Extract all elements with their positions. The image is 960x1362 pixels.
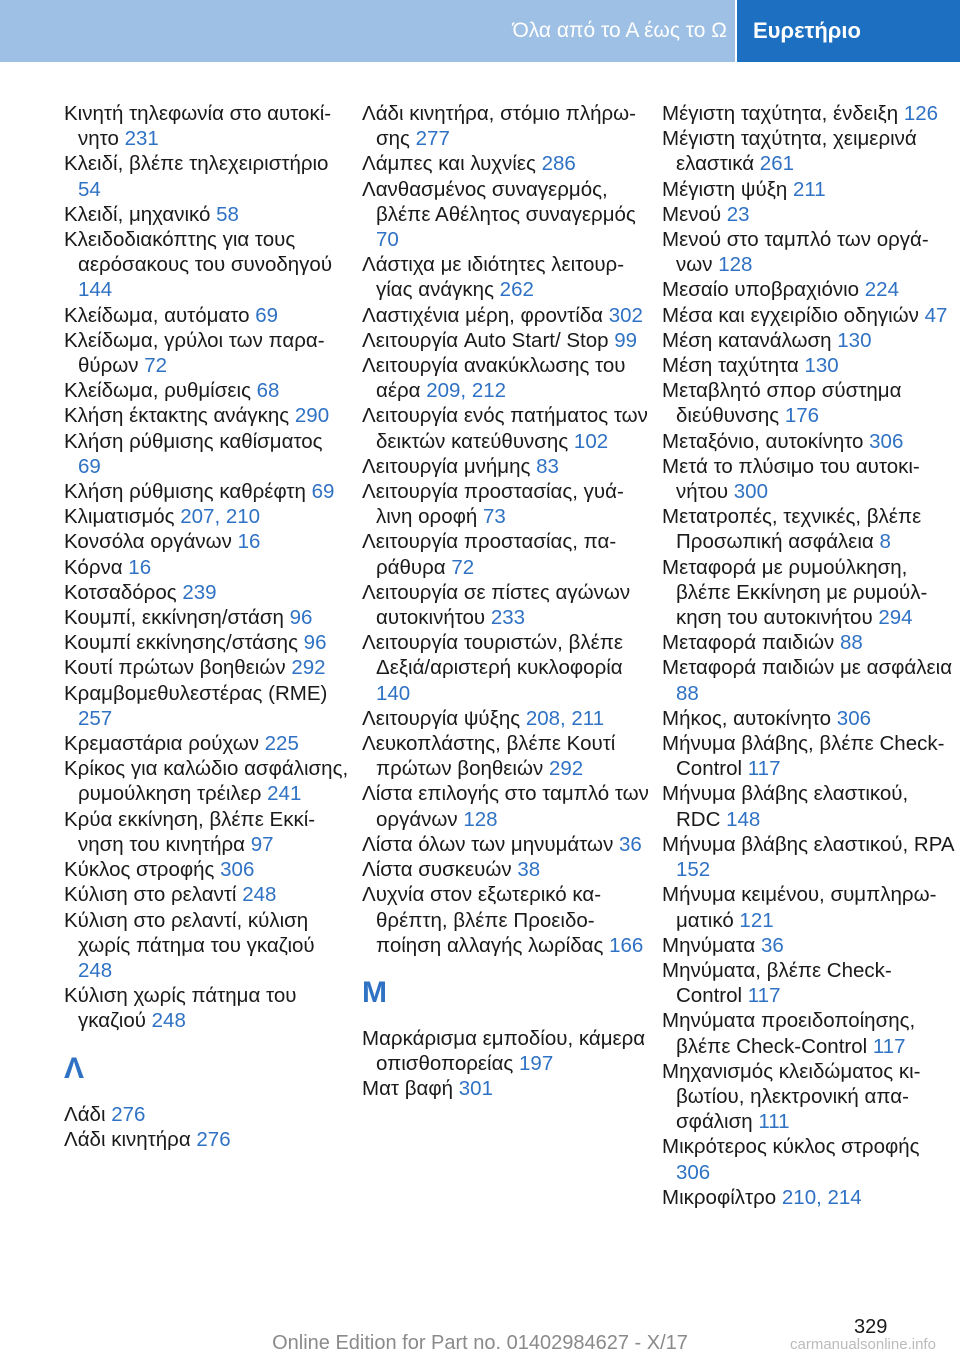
index-entry: [362, 1076, 652, 1101]
index-page-link[interactable]: 292: [291, 656, 326, 680]
index-entry-text: Κύλιση χωρίς πάτημα του γκαζιού: [64, 984, 297, 1033]
index-page-link[interactable]: 197: [519, 1052, 554, 1076]
index-entry-text: Λειτουργία Auto Start/ Stop: [362, 328, 609, 352]
index-page-link[interactable]: 262: [499, 278, 534, 302]
index-page-link[interactable]: 117: [747, 984, 781, 1008]
index-entry-text: Μήνυμα βλάβης ελαστικού, RPA: [662, 832, 954, 856]
index-entry-text: Κουτί πρώτων βοηθειών: [64, 656, 286, 680]
index-entry: [362, 151, 652, 176]
index-entry: [662, 706, 954, 731]
index-page-link[interactable]: 16: [128, 555, 152, 579]
index-entry: [362, 857, 652, 882]
index-entry: [362, 303, 652, 328]
index-entry-text: Κουμπί, εκκίνηση/στάση: [64, 606, 284, 630]
index-entry-text: Μηνύματα προειδοποίησης, βλέπε Check-Control: [662, 1009, 916, 1058]
header-bar-left: [0, 0, 469, 62]
index-entry: [662, 832, 954, 882]
index-entry: [662, 277, 954, 302]
index-entry: [64, 303, 349, 328]
index-entry: [362, 882, 652, 958]
index-entry-text: Κρεμαστάρια ρούχων: [64, 732, 259, 756]
index-entry-text: Λειτουργία προστασίας, παράθυρα: [362, 530, 617, 579]
index-entry: [64, 1102, 349, 1127]
index-entry: [64, 429, 349, 479]
index-entry: [64, 908, 349, 984]
index-page-link[interactable]: 276: [111, 1102, 146, 1126]
index-entry: [662, 1059, 954, 1135]
index-page-link[interactable]: 58: [216, 202, 239, 226]
index-page-link[interactable]: 128: [718, 253, 753, 277]
index-entry: [662, 353, 954, 378]
index-entry: [64, 227, 349, 303]
index-page-link[interactable]: 144: [78, 278, 113, 302]
index-entry-text: Κλήση ρύθμισης καθίσματος: [64, 429, 323, 453]
index-entry: [662, 504, 954, 554]
index-page-link[interactable]: 207, 210: [180, 505, 261, 529]
index-entry-text: Κλείδωμα, ρυθμίσεις: [64, 379, 251, 403]
index-entry-text: Κλείδωμα, αυτόματο: [64, 303, 250, 327]
index-entry-text: Μενού στο ταμπλό των οργάνων: [662, 228, 929, 277]
index-entry-text: Λειτουργία ψύξης: [362, 706, 521, 730]
index-entry: [662, 126, 954, 176]
index-page-link[interactable]: 306: [676, 1160, 711, 1184]
index-column-3: [662, 101, 954, 1210]
index-entry: [64, 555, 349, 580]
index-page-link[interactable]: 306: [869, 429, 904, 453]
index-entry: [662, 555, 954, 631]
index-page-link[interactable]: 211: [792, 177, 826, 201]
index-entry: [362, 101, 652, 151]
index-page-link[interactable]: 47: [924, 303, 948, 327]
index-page-link[interactable]: 96: [303, 631, 327, 655]
index-entry: [64, 151, 349, 201]
index-entry-text: Μαρκάρισμα εμποδίου, κάμερα οπισθοπορείας: [362, 1026, 646, 1076]
index-entry-text: Λάστιχα με ιδιότητες λειτουργίας ανάγκης: [362, 253, 625, 302]
edition-footer: Online Edition for Part no. 01402984627 - X/17: [272, 1332, 688, 1354]
index-page-link[interactable]: 88: [676, 681, 699, 705]
index-entry: [64, 479, 349, 504]
index-entry: [662, 630, 954, 655]
page-header: [0, 0, 960, 62]
index-page-link[interactable]: 102: [573, 429, 609, 453]
index-entry-text: Λίστα όλων των μηνυμάτων: [362, 832, 614, 856]
index-entry: [662, 177, 954, 202]
index-entry-text: Κύλιση στο ρελαντί: [64, 883, 237, 907]
index-entry: [362, 580, 652, 630]
index-entry: [64, 504, 349, 529]
index-entry-text: Μηχανισμός κλειδώματος κιβωτίου, ηλεκτρονική απασφάλιση: [662, 1059, 921, 1134]
index-entry-text: Κλιματισμός: [64, 505, 175, 529]
index-entry-text: Μεταβλητό σπορ σύστημα διεύθυνσης: [662, 379, 902, 428]
index-entry-text: Μεταφορά παιδιών με ασφάλεια: [662, 656, 953, 680]
index-entry-text: Κλείδωμα, γρύλοι των παραθύρων: [64, 328, 325, 378]
index-page-link[interactable]: 130: [837, 328, 872, 352]
index-entry-text: Κινητή τηλεφωνία στο αυτοκίνητο: [64, 102, 332, 151]
index-entry: [64, 403, 349, 428]
index-page-link[interactable]: 96: [289, 606, 313, 630]
index-entry-text: Μηνύματα: [662, 933, 756, 957]
index-page-link[interactable]: 233: [490, 606, 526, 630]
index-page-link[interactable]: 276: [196, 1127, 231, 1151]
index-letter-heading: Λ: [64, 1051, 85, 1085]
index-column-1: [64, 101, 349, 1152]
index-page-link[interactable]: 23: [726, 202, 750, 226]
index-entry-text: Μικροφίλτρο: [662, 1185, 777, 1209]
index-entry-text: Κουμπί εκκίνησης/στάσης: [64, 631, 298, 655]
index-page-link[interactable]: 111: [758, 1110, 790, 1134]
index-page-link[interactable]: 36: [760, 933, 784, 957]
index-entry-text: Κύκλος στροφής: [64, 858, 215, 882]
page-number: 329: [854, 1316, 888, 1338]
index-page-link[interactable]: 16: [237, 530, 261, 554]
index-page-link[interactable]: 70: [376, 228, 399, 252]
index-entry: [362, 454, 652, 479]
index-entry-text: Μεταφορά με ρυμούλκηση, βλέπε Εκκίνηση με ρυμούλκηση του αυτοκινήτου: [662, 555, 928, 630]
index-entry: [662, 1008, 954, 1058]
index-entry-text: Μέγιστη ταχύτητα, ένδειξη: [662, 102, 899, 125]
index-entry: [662, 227, 954, 277]
index-entry-text: Λειτουργία τουριστών, βλέπε Δεξιά/αριστερή κυκλοφορία: [362, 631, 624, 680]
index-entry: [362, 706, 652, 731]
index-page-link[interactable]: 294: [878, 606, 913, 630]
index-page-link[interactable]: 224: [864, 278, 899, 302]
index-page-link[interactable]: 69: [311, 480, 335, 504]
index-entry: [64, 807, 349, 857]
index-entry: [662, 328, 954, 353]
index-page-link[interactable]: 208, 211: [525, 706, 605, 730]
index-entry-text: Μηνύματα, βλέπε Check-Control: [662, 958, 892, 1008]
index-entry: [64, 1127, 349, 1152]
index-entry: [64, 529, 349, 554]
index-page-link[interactable]: 248: [151, 1009, 186, 1033]
index-entry-text: Λυχνία στον εξωτερικό καθρέπτη, βλέπε Προειδοποίηση αλλαγής λωρίδας: [362, 883, 604, 957]
index-entry: [362, 177, 652, 253]
index-page-link[interactable]: 36: [619, 832, 642, 856]
index-entry-text: Λίστα επιλογής στο ταμπλό των οργάνων: [362, 782, 649, 831]
index-page-link[interactable]: 300: [733, 480, 768, 504]
index-column-2: [362, 101, 652, 1102]
index-entry-text: Μήνυμα βλάβης ελαστικού, RDC: [662, 782, 909, 831]
index-page-link[interactable]: 54: [78, 177, 101, 201]
index-entry-text: Μικρότερος κύκλος στροφής: [662, 1135, 920, 1159]
index-entry-text: Κοτσαδόρος: [64, 580, 177, 604]
index-entry: [64, 328, 349, 378]
index-page-link[interactable]: 88: [839, 631, 863, 655]
index-page-link[interactable]: 176: [784, 404, 820, 428]
index-entry: [64, 655, 349, 680]
index-entry-text: Λειτουργία ενός πατήματος των δεικτών κατεύθυνσης: [362, 404, 648, 453]
index-entry: [662, 202, 954, 227]
index-page-link[interactable]: 130: [804, 354, 839, 378]
index-entry-text: Λευκοπλάστης, βλέπε Κουτί πρώτων βοηθειών: [362, 732, 616, 781]
index-entry: [662, 882, 954, 932]
index-page-link[interactable]: 302: [608, 303, 643, 327]
index-page-link[interactable]: 257: [78, 706, 113, 730]
index-entry-text: Κλειδί, μηχανικό: [64, 202, 211, 226]
index-page-link[interactable]: 38: [517, 858, 541, 882]
index-entry: [64, 731, 349, 756]
index-page-link[interactable]: 225: [264, 732, 299, 756]
index-entry: [362, 353, 652, 403]
index-entry-text: Μήκος, αυτοκίνητο: [662, 706, 832, 730]
index-entry: [64, 630, 349, 655]
index-entry-text: Λειτουργία ανακύκλωσης του αέρα: [362, 354, 626, 403]
index-entry: [362, 328, 652, 353]
index-page-link[interactable]: 239: [182, 580, 217, 604]
index-entry-text: Κραμβομεθυλεστέρας (RME): [64, 681, 328, 705]
index-page-link[interactable]: 128: [463, 807, 498, 831]
index-entry: [362, 731, 652, 781]
index-tab[interactable]: Ευρετήριο: [737, 0, 960, 62]
index-entry-text: Μετατροπές, τεχνικές, βλέπε Προσωπική ασφάλεια: [662, 505, 922, 554]
index-entry: [64, 882, 349, 907]
index-entry-text: Λειτουργία σε πίστες αγώνων αυτοκινήτου: [362, 580, 631, 630]
index-entry: [362, 529, 652, 579]
index-page-link[interactable]: 140: [376, 681, 411, 705]
index-page-link[interactable]: 99: [614, 328, 638, 352]
index-entry: [662, 429, 954, 454]
index-entry-text: Λάδι: [64, 1102, 106, 1126]
index-page-link[interactable]: 72: [451, 555, 475, 579]
index-entry-text: Μεταξόνιο, αυτοκίνητο: [662, 429, 864, 453]
index-page-link[interactable]: 241: [267, 782, 302, 806]
index-entry: [362, 630, 652, 706]
index-entry-text: Κλειδί, βλέπε τηλεχειριστήριο: [64, 152, 329, 176]
index-entry-text: Λάδι κινητήρα: [64, 1127, 191, 1151]
index-entry-text: Μετά το πλύσιμο του αυτοκινήτου: [662, 454, 920, 504]
index-page-link[interactable]: 148: [726, 807, 761, 831]
index-entry: [662, 101, 954, 126]
index-entry: [362, 1026, 652, 1076]
index-page-link[interactable]: 83: [536, 454, 559, 478]
index-entry-text: Λανθασμένος συναγερμός, βλέπε Αθέλητος συναγερμός: [362, 177, 636, 226]
index-page-link[interactable]: 231: [124, 127, 159, 151]
index-page-link[interactable]: 277: [415, 127, 450, 151]
index-entry: [362, 252, 652, 302]
index-entry-text: Κρύα εκκίνηση, βλέπε Εκκίνηση του κινητήρα: [64, 807, 316, 856]
index-entry-text: Λίστα συσκευών: [362, 858, 512, 882]
index-entry-text: Κλειδοδιακόπτης για τους αερόσακους του συνοδηγού: [64, 228, 333, 277]
index-page-link[interactable]: 121: [739, 908, 774, 932]
index-entry-text: Μέγιστη ψύξη: [662, 177, 788, 201]
index-entry-text: Μήνυμα βλάβης, βλέπε Check-Control: [662, 732, 945, 781]
index-page-link[interactable]: 152: [676, 858, 711, 882]
watermark: carmanualsonline.info: [790, 1336, 936, 1353]
index-page-link[interactable]: 301: [458, 1077, 493, 1101]
index-entry: [64, 202, 349, 227]
index-entry: [662, 1185, 954, 1210]
index-page-link[interactable]: 69: [255, 303, 279, 327]
index-page-link[interactable]: 117: [747, 757, 781, 781]
index-entry: [662, 454, 954, 504]
index-entry: [662, 303, 954, 328]
index-entry: [64, 681, 349, 731]
index-page-link[interactable]: 261: [759, 152, 795, 176]
index-entry: [362, 781, 652, 831]
index-entry-text: Κλήση έκτακτης ανάγκης: [64, 404, 290, 428]
index-page-link[interactable]: 8: [879, 530, 891, 554]
index-entry: [662, 378, 954, 428]
section-title: Όλα από το Α έως το Ω: [469, 0, 735, 62]
index-entry-text: Μέγιστη ταχύτητα, χειμερινά ελαστικά: [662, 127, 917, 176]
index-letter-heading: Μ: [362, 975, 387, 1009]
index-page-link[interactable]: 72: [144, 354, 168, 378]
index-page-link[interactable]: 210, 214: [781, 1185, 862, 1209]
index-entry: [64, 101, 349, 151]
index-page-link[interactable]: 117: [872, 1034, 906, 1058]
index-entry: [662, 933, 954, 958]
index-entry: [362, 403, 652, 453]
index-entry-text: Κλήση ρύθμισης καθρέφτη: [64, 480, 306, 504]
index-page-link[interactable]: 209, 212: [426, 379, 507, 403]
index-page-link[interactable]: 306: [220, 858, 255, 882]
index-entry: [662, 655, 954, 705]
index-page-link[interactable]: 248: [78, 958, 113, 982]
index-entry: [662, 731, 954, 781]
index-entry-text: Λειτουργία μνήμης: [362, 454, 531, 478]
index-page-link[interactable]: 166: [609, 933, 644, 957]
index-page-link[interactable]: 286: [541, 152, 576, 176]
index-entry: [662, 781, 954, 831]
index-page-link[interactable]: 248: [242, 883, 277, 907]
index-entry-text: Κονσόλα οργάνων: [64, 530, 232, 554]
index-entry-text: Λάμπες και λυχνίες: [362, 152, 536, 176]
index-page-link[interactable]: 306: [836, 706, 872, 730]
index-entry-text: Κόρνα: [64, 555, 123, 579]
index-page-link[interactable]: 290: [294, 404, 330, 428]
index-entry-text: Μεσαίο υποβραχιόνιο: [662, 278, 860, 302]
index-page-link[interactable]: 73: [483, 505, 506, 529]
index-page-link[interactable]: 69: [78, 454, 101, 478]
index-entry: [64, 580, 349, 605]
index-entry: [64, 983, 349, 1033]
index-entry-text: Μέση κατανάλωση: [662, 328, 832, 352]
index-entry-text: Λειτουργία προστασίας, γυάλινη οροφή: [362, 480, 624, 529]
index-entry: [362, 832, 652, 857]
index-entry-text: Μενού: [662, 202, 722, 226]
index-entry: [64, 605, 349, 630]
index-entry-text: Λάδι κινητήρα, στόμιο πλήρωσης: [362, 102, 636, 151]
index-entry: [662, 958, 954, 1008]
index-page-link[interactable]: 97: [250, 832, 274, 856]
index-entry-text: Λαστιχένια μέρη, φροντίδα: [362, 303, 604, 327]
index-page-link[interactable]: 68: [256, 379, 280, 403]
index-entry-text: Μέση ταχύτητα: [662, 354, 799, 378]
index-entry: [64, 378, 349, 403]
index-entry-text: Μεταφορά παιδιών: [662, 631, 835, 655]
index-entry-text: Κύλιση στο ρελαντί, κύλιση χωρίς πάτημα του γκαζιού: [64, 908, 315, 957]
index-page-link[interactable]: 292: [548, 757, 584, 781]
index-entry: [64, 756, 349, 806]
index-entry: [362, 479, 652, 529]
index-entry: [662, 1134, 954, 1184]
index-entry-text: Ματ βαφή: [362, 1077, 454, 1101]
index-entry: [64, 857, 349, 882]
index-entry-text: Μέσα και εγχειρίδιο οδηγιών: [662, 303, 919, 327]
index-page-link[interactable]: 126: [903, 102, 939, 125]
index-entry-text: Κρίκος για καλώδιο ασφάλισης, ρυμούλκηση τρέιλερ: [64, 757, 349, 806]
index-entry-text: Μήνυμα κειμένου, συμπληρωματικό: [662, 883, 937, 932]
